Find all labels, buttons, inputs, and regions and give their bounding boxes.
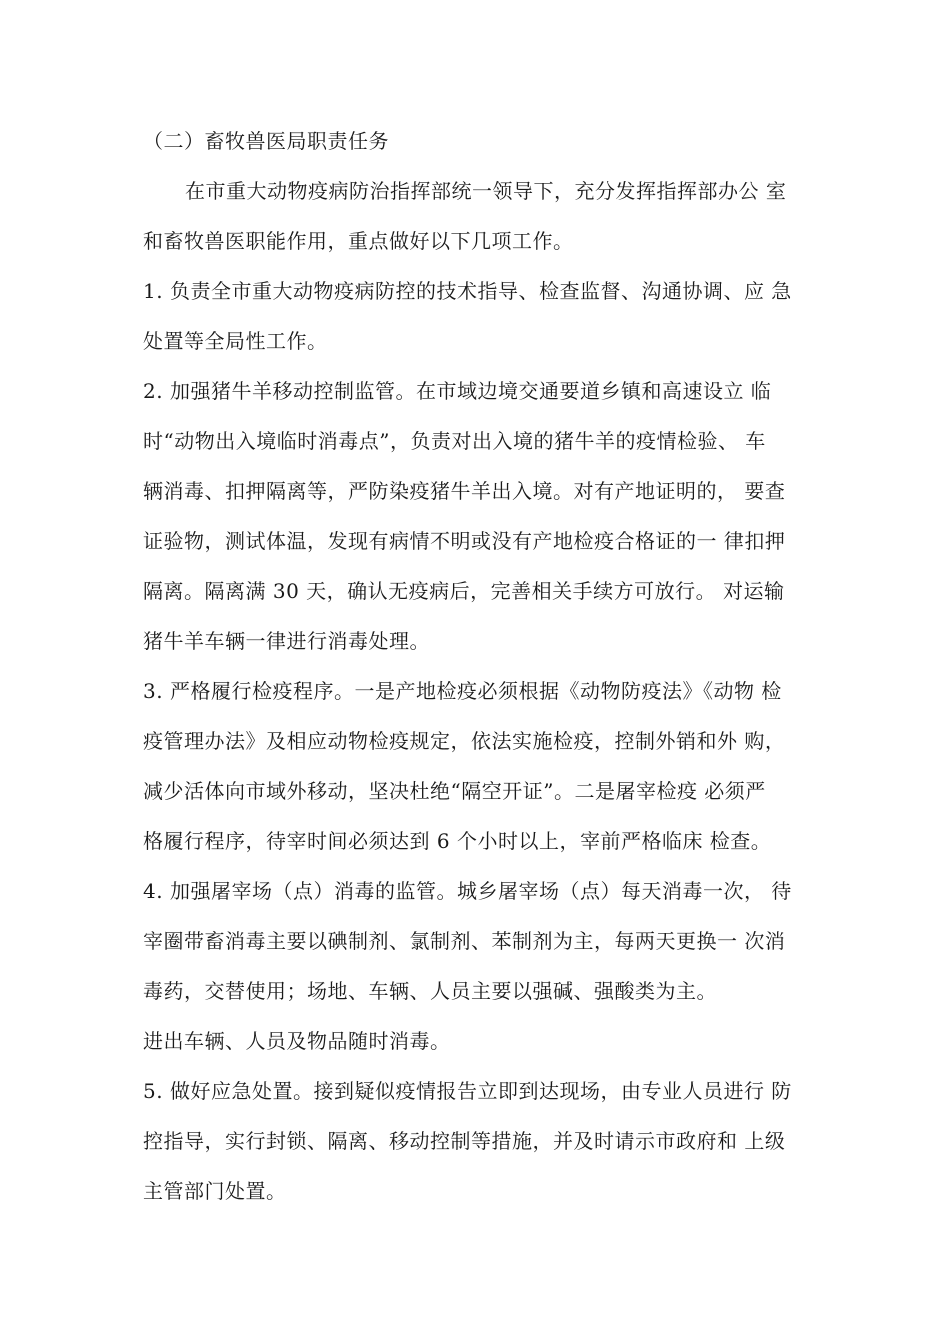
paragraph-line: 4. 加强屠宰场（点）消毒的监管。城乡屠宰场（点）每天消毒一次， 待 [143,879,792,903]
paragraph-line: 1. 负责全市重大动物疫病防控的技术指导、检查监督、沟通协调、应 急 [143,279,792,303]
paragraph-line: 减少活体向市域外移动，坚决杜绝“隔空开证”。二是屠宰检疫 必须严 [143,779,766,803]
paragraph-line: 隔离。隔离满 30 天，确认无疫病后，完善相关手续方可放行。 对运输 [143,579,785,603]
paragraph-line: 在市重大动物疫病防治指挥部统一领导下，充分发挥指挥部办公 室 [185,179,787,203]
paragraph-line: 控指导，实行封锁、隔离、移动控制等措施，并及时请示市政府和 上级 [143,1129,786,1153]
paragraph-line: 猪牛羊车辆一律进行消毒处理。 [143,629,430,653]
section-heading: （二）畜牧兽医局职责任务 [143,129,389,153]
paragraph-line: 和畜牧兽医职能作用，重点做好以下几项工作。 [143,229,574,253]
paragraph-line: 2. 加强猪牛羊移动控制监管。在市域边境交通要道乡镇和高速设立 临 [143,379,772,403]
paragraph-line: 3. 严格履行检疫程序。一是产地检疫必须根据《动物防疫法》《动物 检 [143,679,782,703]
paragraph-line: 进出车辆、人员及物品随时消毒。 [143,1029,451,1053]
paragraph-line: 宰圈带畜消毒主要以碘制剂、氯制剂、苯制剂为主，每两天更换一 次消 [143,929,786,953]
paragraph-line: 辆消毒、扣押隔离等，严防染疫猪牛羊出入境。对有产地证明的， 要查 [143,479,786,503]
paragraph-line: 疫管理办法》及相应动物检疫规定，依法实施检疫，控制外销和外 购， [143,729,786,753]
paragraph-line: 主管部门处置。 [143,1179,287,1203]
paragraph-line: 5. 做好应急处置。接到疑似疫情报告立即到达现场，由专业人员进行 防 [143,1079,792,1103]
paragraph-line: 格履行程序，待宰时间必须达到 6 个小时以上，宰前严格临床 检查。 [143,829,772,853]
paragraph-line: 时“动物出入境临时消毒点”，负责对出入境的猪牛羊的疫情检验、 车 [143,429,766,453]
paragraph-line: 处置等全局性工作。 [143,329,328,353]
paragraph-line: 证验物，测试体温，发现有病情不明或没有产地检疫合格证的一 律扣押 [143,529,786,553]
paragraph-line: 毒药，交替使用；场地、车辆、人员主要以强碱、强酸类为主。 [143,979,717,1003]
